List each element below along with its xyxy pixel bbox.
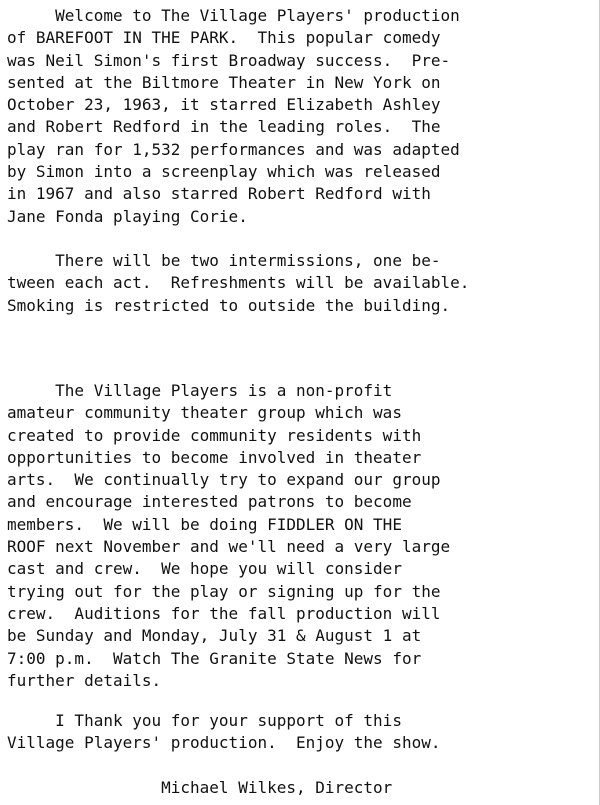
welcome-paragraph: Welcome to The Village Players' production of BAREFOOT IN THE PARK. This popular comedy was Neil Simon's first Broadway success. Pre- sented at the Biltmore Theater in New York on October 23, 1963, it starred Elizabeth Ashley and Robert Redford in the leading roles. The play ran for 1,532 performances and was adapted by Simon into a screenplay which was released in 1967 and also starred Robert Redford with Jane Fonda playing Corie.	[7, 6, 460, 226]
intermissions-paragraph: There will be two intermissions, one be- tween each act. Refreshments will be available. Smoking is restricted to outside the building.	[7, 251, 470, 315]
about-group-paragraph: The Village Players is a non-profit amateur community theater group which was created to provide community residents with opportunities to become involved in theater arts. We continually try to expand our group and encourage interested patrons to become members. We will be doing FIDDLER ON THE ROOF next November and we'll need a very large cast and crew. We hope you will consider trying out for the play or signing up for the crew. Auditions for the fall production will be Sunday and Monday, July 31 & August 1 at 7:00 p.m. Watch The Granite State News for further details.	[7, 381, 451, 690]
director-signature: Michael Wilkes, Director	[7, 778, 393, 797]
thanks-paragraph: I Thank you for your support of this Village Players' production. Enjoy the show.	[7, 711, 441, 753]
